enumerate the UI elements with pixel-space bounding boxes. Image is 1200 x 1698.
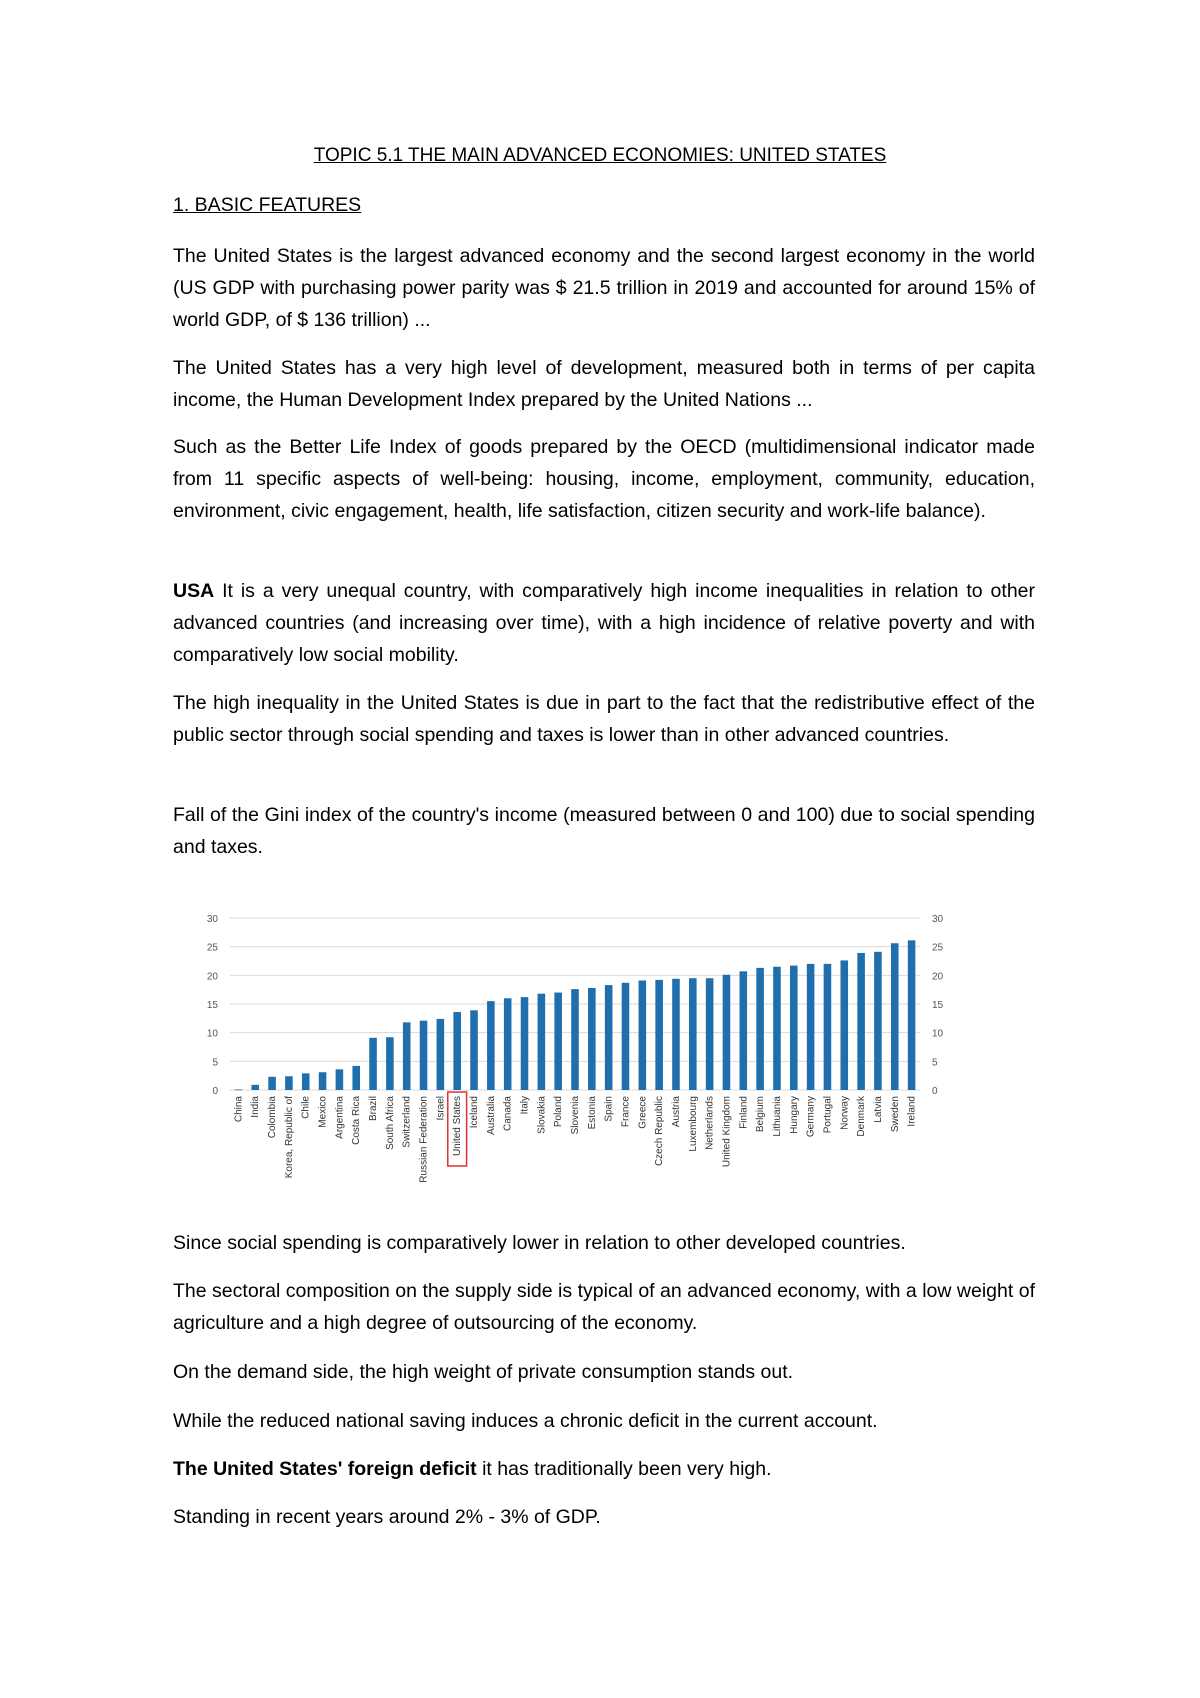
- x-tick-label: Costa Rica: [351, 1096, 363, 1145]
- x-tick-label: Greece: [637, 1096, 649, 1129]
- paragraph-redistributive: The high inequality in the United States is due in part to the fact that the redistributive effect of the public sector through social spending and taxes is lower than in other advanced countries.: [173, 692, 1035, 746]
- gini-fall-bar-chart: [190, 900, 970, 1190]
- bar: [521, 997, 529, 1090]
- y-tick-label-right: 30: [932, 914, 944, 925]
- bar: [874, 952, 882, 1090]
- bar: [554, 993, 562, 1090]
- paragraph-better-life: Such as the Better Life Index of goods prepared by the OECD (multidimensional indicator made from 11 specific aspects of well-being: housing, income, employment, community, education, environment, civic engagement, health, life satisfaction, citizen security and work-life balance).: [173, 436, 1035, 522]
- page-title: TOPIC 5.1 THE MAIN ADVANCED ECONOMIES: UNITED STATES: [313, 145, 887, 166]
- y-tick-label-left: 10: [206, 1028, 218, 1040]
- paragraph-foreign-deficit: [173, 1453, 1035, 1485]
- x-tick-label: France: [620, 1096, 632, 1128]
- paragraph-saving: While the reduced national saving induces a chronic deficit in the current account.: [173, 1410, 878, 1432]
- bar: [908, 940, 916, 1090]
- x-tick-label: United States: [452, 1096, 464, 1157]
- bar: [285, 1076, 293, 1090]
- x-tick-label: Finland: [738, 1096, 750, 1129]
- bar: [319, 1072, 327, 1090]
- x-tick-label: Slovakia: [536, 1096, 548, 1134]
- y-tick-label-right: 15: [932, 1000, 944, 1011]
- bar: [840, 960, 848, 1090]
- x-tick-label: Canada: [502, 1096, 514, 1132]
- bar: [487, 1001, 495, 1090]
- bar: [672, 979, 680, 1090]
- paragraph-development: The United States has a very high level of development, measured both in terms of per capita income, the Human Development Index prepared by the United Nations ...: [173, 357, 1035, 411]
- bar: [857, 953, 865, 1090]
- y-tick-label-left: 0: [212, 1086, 218, 1097]
- bar: [689, 978, 697, 1090]
- bar: [723, 975, 731, 1090]
- paragraph-gini: Fall of the Gini index of the country's income (measured between 0 and 100) due to social spending and taxes.: [173, 804, 1035, 858]
- section-heading: 1. BASIC FEATURES: [173, 194, 362, 216]
- bar: [420, 1021, 428, 1090]
- x-tick-label: South Africa: [384, 1096, 396, 1150]
- bar: [655, 980, 663, 1090]
- foreign-deficit-text: it has traditionally been very high.: [476, 1458, 772, 1480]
- bar: [622, 983, 630, 1090]
- bar: [538, 994, 546, 1090]
- bar: [437, 1019, 445, 1090]
- x-tick-label: Australia: [485, 1096, 497, 1135]
- paragraph-demand: On the demand side, the high weight of private consumption stands out.: [173, 1361, 794, 1383]
- x-tick-label: Denmark: [856, 1096, 868, 1137]
- x-tick-label: Czech Republic: [654, 1096, 666, 1167]
- x-tick-label: Argentina: [334, 1096, 346, 1139]
- bar: [336, 1069, 344, 1090]
- bar: [302, 1073, 310, 1090]
- bar: [571, 989, 579, 1090]
- x-tick-label: Switzerland: [401, 1096, 413, 1148]
- bar: [251, 1085, 259, 1090]
- bar: [790, 966, 798, 1090]
- x-tick-label: Mexico: [317, 1096, 329, 1128]
- y-tick-label-left: 25: [206, 942, 218, 954]
- x-tick-label: Chile: [300, 1096, 312, 1119]
- x-tick-label: Russian Federation: [418, 1096, 430, 1183]
- bar: [773, 967, 781, 1090]
- x-tick-label: Portugal: [822, 1096, 834, 1134]
- x-tick-label: Germany: [805, 1096, 817, 1138]
- x-tick-label: Netherlands: [704, 1096, 716, 1150]
- x-tick-label: Korea, Republic of: [283, 1096, 295, 1179]
- x-tick-label: Austria: [670, 1096, 682, 1128]
- bar: [470, 1010, 478, 1090]
- paragraph-social-spending: Since social spending is comparatively lower in relation to other developed countries.: [173, 1232, 906, 1254]
- x-tick-label: Colombia: [267, 1096, 279, 1139]
- x-tick-label: Sweden: [889, 1096, 901, 1133]
- y-tick-label-right: 0: [932, 1086, 938, 1097]
- bar: [824, 964, 832, 1090]
- foreign-deficit-bold: The United States' foreign deficit: [173, 1458, 477, 1480]
- x-tick-label: Norway: [839, 1096, 851, 1130]
- y-tick-label-left: 15: [206, 1000, 218, 1011]
- x-tick-label: Italy: [519, 1096, 531, 1115]
- bar: [352, 1066, 360, 1090]
- bar: [706, 978, 714, 1090]
- x-tick-label: Spain: [603, 1096, 615, 1122]
- x-tick-label: Iceland: [469, 1096, 481, 1129]
- x-tick-label: Ireland: [906, 1096, 918, 1127]
- y-tick-label-left: 5: [212, 1057, 218, 1069]
- x-tick-label: Israel: [435, 1096, 447, 1121]
- inequality-text: It is a very unequal country, with comparatively high income inequalities in relation to other advanced countries (and increasing over time), with a high incidence of relative poverty and with comparatively low social mobility.: [173, 580, 1035, 666]
- y-tick-label-right: 20: [932, 971, 944, 983]
- y-tick-label-right: 10: [932, 1028, 944, 1040]
- bar: [386, 1037, 394, 1090]
- bar: [756, 968, 764, 1090]
- x-tick-label: Slovenia: [570, 1096, 581, 1135]
- bar: [453, 1012, 461, 1090]
- bar: [235, 1089, 243, 1090]
- x-tick-label: Brazil: [368, 1096, 380, 1122]
- bar: [588, 988, 596, 1090]
- x-tick-label: Luxembourg: [687, 1096, 699, 1152]
- x-tick-label: Belgium: [755, 1096, 767, 1133]
- bar: [369, 1038, 377, 1090]
- paragraph-inequality: [173, 575, 1035, 671]
- bar: [639, 980, 647, 1090]
- paragraph-gdp: The United States is the largest advanced economy and the second largest economy in the world (US GDP with purchasing power parity was $ 21.5 trillion in 2019 and accounted for around 15% of world GDP, of $ 136 trillion) ...: [173, 245, 1035, 331]
- x-tick-label: United Kingdom: [721, 1096, 733, 1168]
- bar: [504, 998, 512, 1090]
- bar: [891, 943, 899, 1090]
- bar: [605, 985, 613, 1090]
- x-tick-label: Latvia: [872, 1096, 884, 1123]
- x-tick-label: Poland: [553, 1096, 565, 1128]
- bar: [807, 964, 815, 1090]
- paragraph-sectoral: The sectoral composition on the supply side is typical of an advanced economy, with a low weight of agriculture and a high degree of outsourcing of the economy.: [173, 1280, 1035, 1334]
- x-tick-label: China: [233, 1096, 245, 1123]
- bar: [740, 971, 748, 1090]
- x-tick-label: India: [250, 1096, 262, 1118]
- bar: [403, 1022, 411, 1090]
- y-tick-label-left: 20: [206, 971, 218, 983]
- x-tick-label: Lithuania: [771, 1096, 783, 1137]
- y-tick-label-right: 25: [932, 942, 944, 954]
- x-tick-label: Hungary: [788, 1096, 800, 1134]
- y-tick-label-left: 30: [206, 914, 218, 925]
- y-tick-label-right: 5: [932, 1057, 938, 1069]
- paragraph-gdp-share: Standing in recent years around 2% - 3% of GDP.: [173, 1506, 601, 1528]
- x-tick-label: Estonia: [586, 1096, 598, 1130]
- usa-bold: USA: [173, 580, 215, 602]
- bar: [268, 1077, 276, 1090]
